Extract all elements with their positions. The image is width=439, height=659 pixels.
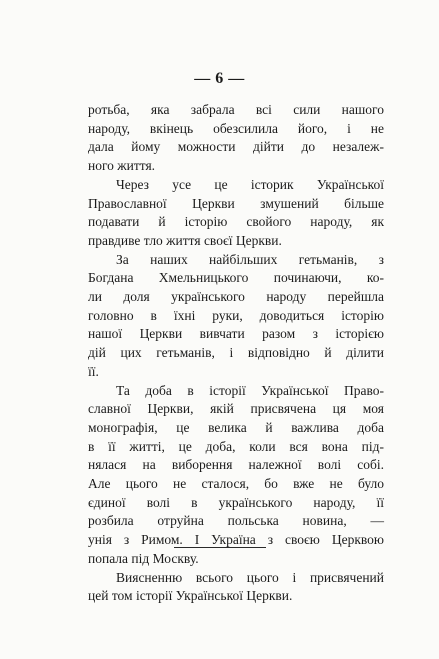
text-line: правдиве тло життя своєї Церкви. <box>88 232 282 248</box>
body-text <box>88 101 384 606</box>
text-line: її. <box>88 363 99 379</box>
text-line: цей том історії Української Церкви. <box>88 588 293 604</box>
text-line: Виясненню всього цього і присвячений <box>116 569 384 585</box>
text-line: Але цього не сталося, бо вже не було <box>88 476 384 492</box>
text-line: розбила отруйна польська новина, — <box>88 513 384 529</box>
text-line: в її житті, це доба, коли вся вона під- <box>88 438 384 454</box>
text-line: Богдана Хмельницького починаючи, ко- <box>88 270 384 286</box>
text-line: славної Церкви, якій присвячена ця моя <box>88 401 384 417</box>
text-line: дала йому можности дійти до незалеж- <box>88 139 384 155</box>
text-line: єдиної волі в українського народу, її <box>88 494 384 510</box>
text-line: нялася на виборення належної волі собі. <box>88 457 384 473</box>
text-line: монографія, це велика й важлива доба <box>88 419 384 435</box>
text-line: нашої Церкви вивчати разом з історією <box>88 326 384 342</box>
text-line: Через усе це історик Української <box>116 176 384 192</box>
text-line: унія з Римом. І Україна з своєю Церквою <box>88 532 384 548</box>
closing-rule <box>174 547 266 548</box>
text-line: Та доба в історії Української Право- <box>116 382 384 398</box>
text-line: ного життя. <box>88 158 156 174</box>
text-line: попала під Москву. <box>88 550 199 566</box>
text-line: подавати й історію свойого народу, як <box>88 214 384 230</box>
text-line: ли доля українського народу перейшла <box>88 289 384 305</box>
text-line: головно в їхні руки, доводиться історію <box>88 307 384 323</box>
text-line: ротьба, яка забрала всі сили нашого <box>88 102 384 117</box>
text-line: Православної Церкви змушений більше <box>88 195 384 211</box>
text-line: дій цих гетьманів, і відповідно й ділити <box>88 345 384 361</box>
text-line: народу, вкінець обезсилила його, і не <box>88 120 384 136</box>
page-number: — 6 — <box>194 70 245 87</box>
text-line: За наших найбільших гетьманів, з <box>116 251 384 267</box>
